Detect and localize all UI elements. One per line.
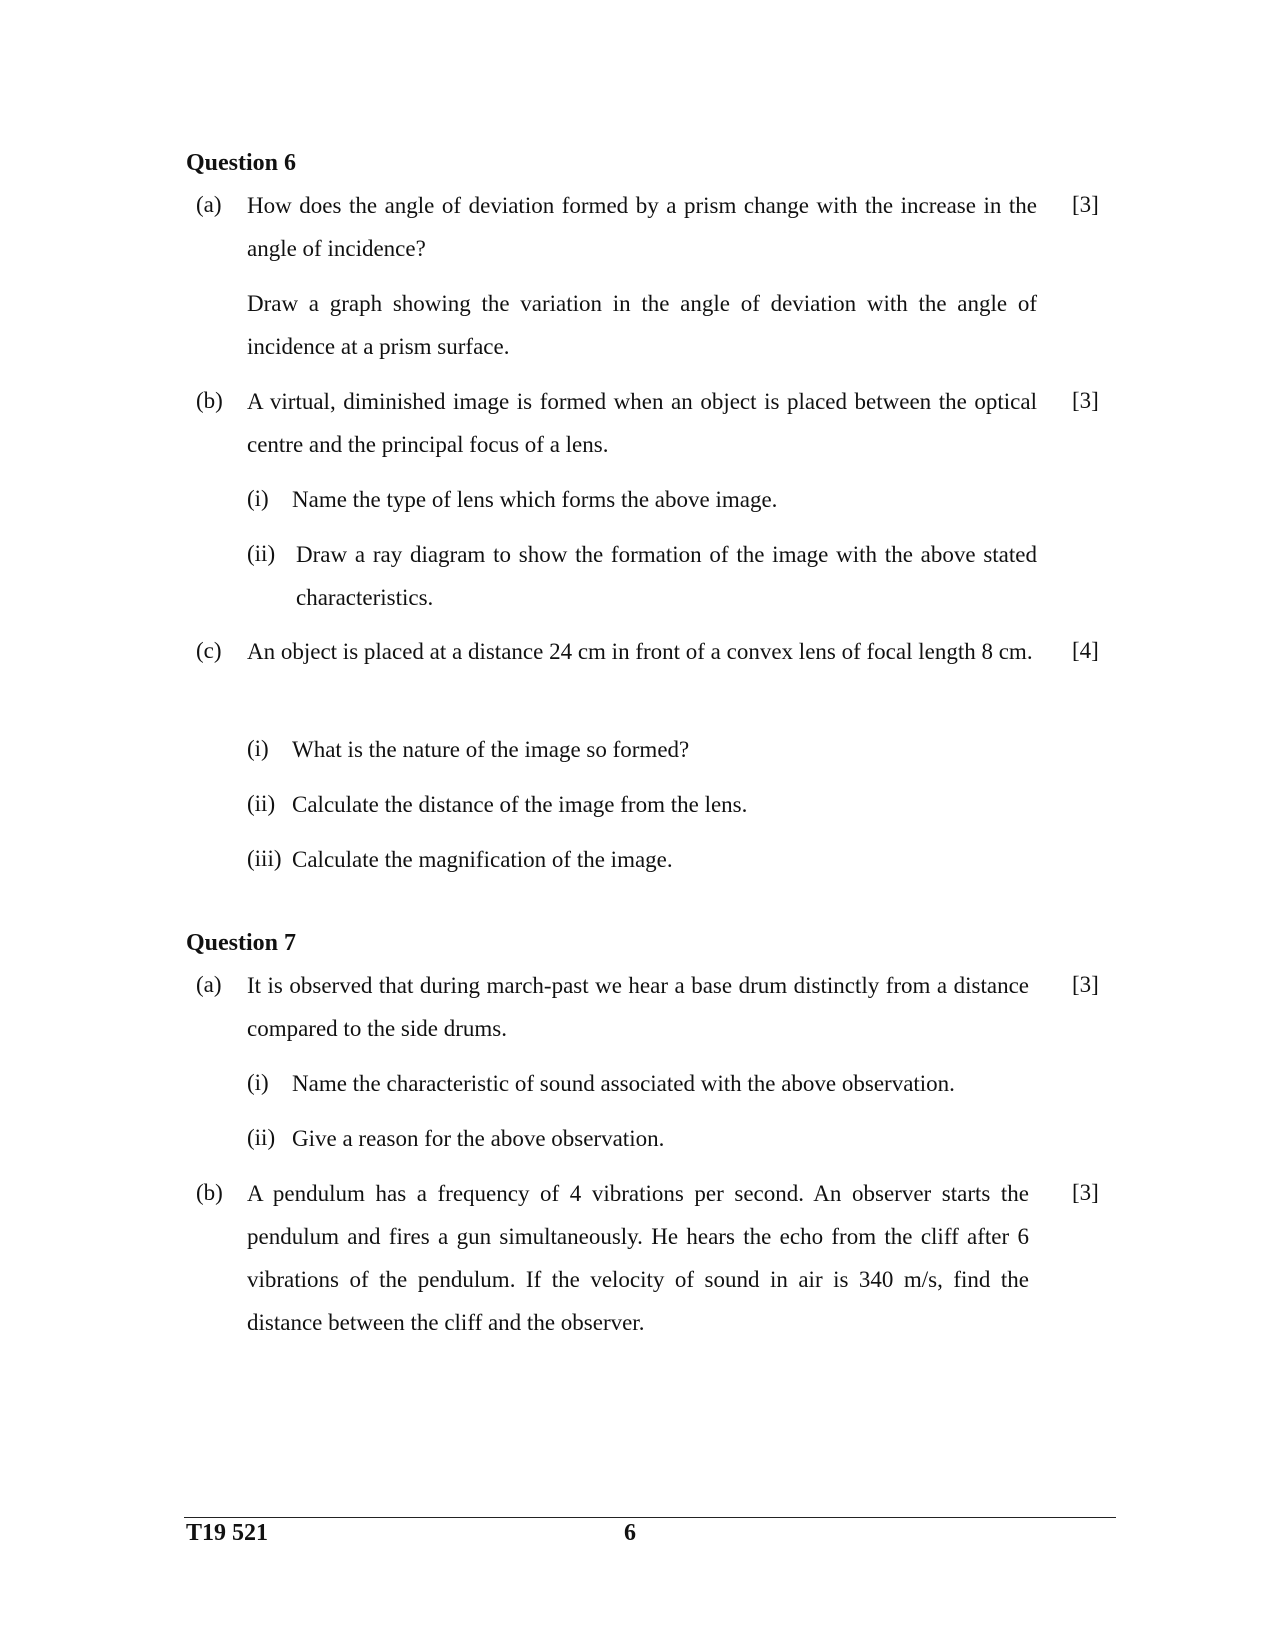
q7-b-label: (b) <box>196 1180 223 1205</box>
question-6-title: Question 6 <box>186 150 297 176</box>
q6-b-i-label: (i) <box>247 486 269 511</box>
q6-b-label: (b) <box>196 388 223 413</box>
q6-c-text: An object is placed at a distance 24 cm in front of a convex lens of focal length 8 cm. <box>247 639 1033 664</box>
q7-b-text: A pendulum has a frequency of 4 vibrations per second. An observer starts the pendulum and fires a gun simultaneously. He hears the echo from the cliff after 6 vibrations of the pendulum. If the velocity of sound in air is 340 m/s, find the distance between the cliff and the observer. <box>247 1181 1029 1335</box>
footer-paper-code: T19 521 <box>186 1520 269 1546</box>
q6-a-text-2: Draw a graph showing the variation in the angle of deviation with the angle of incidence at a prism surface. <box>247 291 1037 359</box>
q6-a-label: (a) <box>196 192 222 217</box>
q7-a-text: It is observed that during march-past we hear a base drum distinctly from a distance compared to the side drums. <box>247 973 1029 1041</box>
q6-b-marks: [3] <box>1072 388 1099 413</box>
q7-a-label: (a) <box>196 972 222 997</box>
footer-page-number: 6 <box>624 1520 636 1546</box>
q6-c-i-text: What is the nature of the image so formed? <box>292 737 690 762</box>
q7-a-i-text: Name the characteristic of sound associated with the above observation. <box>292 1071 955 1096</box>
q7-b-marks: [3] <box>1072 1180 1099 1205</box>
footer-divider <box>184 1517 1116 1518</box>
q6-c-label: (c) <box>196 638 222 663</box>
q6-a-marks: [3] <box>1072 192 1099 217</box>
q6-c-ii-text: Calculate the distance of the image from the lens. <box>292 792 748 817</box>
q7-a-ii-label: (ii) <box>247 1125 276 1150</box>
q6-c-i-label: (i) <box>247 736 269 761</box>
q6-c-iii-text: Calculate the magnification of the image. <box>292 847 673 872</box>
question-7-title: Question 7 <box>186 930 297 956</box>
q6-c-iii-label: (iii) <box>247 846 282 871</box>
q7-a-ii-text: Give a reason for the above observation. <box>292 1126 665 1151</box>
q6-c-ii-label: (ii) <box>247 791 276 816</box>
q6-a-text: How does the angle of deviation formed by a prism change with the increase in the angle of incidence? <box>247 193 1037 261</box>
q6-b-text: A virtual, diminished image is formed when an object is placed between the optical centre and the principal focus of a lens. <box>247 389 1037 457</box>
q7-a-i-label: (i) <box>247 1070 269 1095</box>
q6-b-i-text: Name the type of lens which forms the above image. <box>292 487 778 512</box>
q6-b-ii-label: (ii) <box>247 541 276 566</box>
q6-c-marks: [4] <box>1072 638 1099 663</box>
q7-a-marks: [3] <box>1072 972 1099 997</box>
q6-b-ii-text: Draw a ray diagram to show the formation of the image with the above stated characteristics. <box>296 542 1037 610</box>
